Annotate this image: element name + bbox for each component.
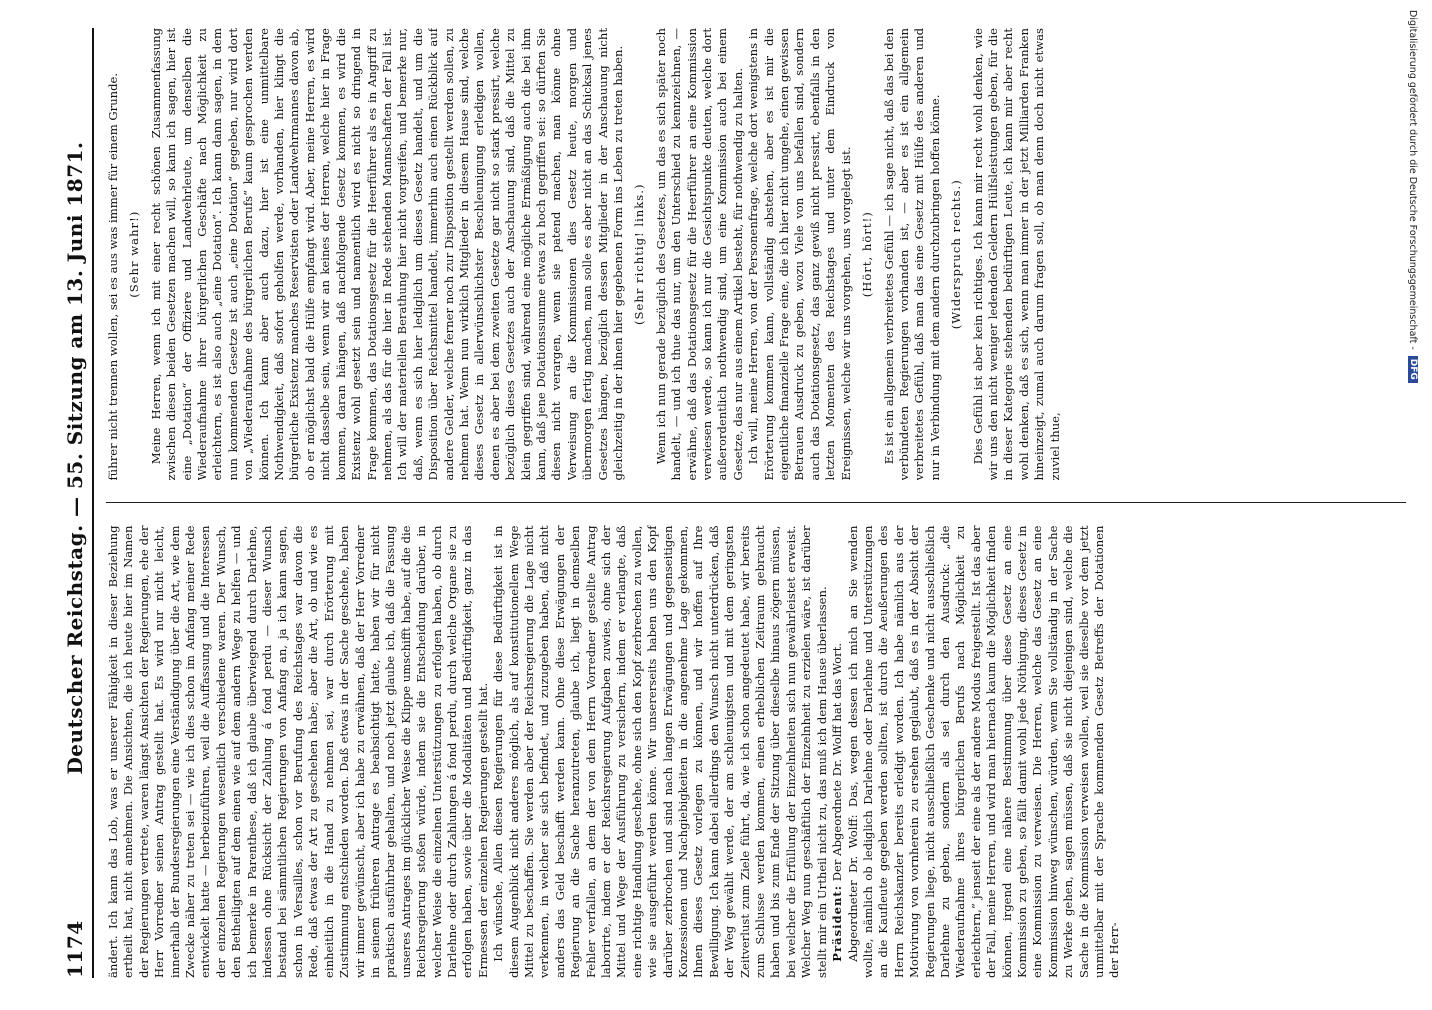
text-column-right xyxy=(106,28,1406,481)
paragraph: Es ist ein allgemein verbreitetes Gefühl — ich sage nicht, daß das bei den verbündeten Regierungen vorhanden ist, — aber es ist ein allgemein verbreitetes Gefühl, daß man das eine Gesetz mit Hülfe des anderen und nur in Verbindung mit dem andern durchzubringen hoffen könne. xyxy=(881,28,942,481)
paragraph: Abgeordneter Dr. Wolff: Das, wegen dessen ich mich an Sie wenden wollte, nämlich ob lediglich Darlehne oder Darlehne und Unterstützungen an die Kaufleute gegeben werden sollten, ist durch die Aeußerungen des Herrn Reichskanzler bereits erledigt worden. Ich habe nämlich aus der Motivirung von vornherein zu ersehen geglaubt, daß es in der Absicht der Regierungen liege, nicht ausschließlich Geschenke und nicht ausschließlich Darlehne zu geben, sondern als sei durch den Ausdruck: „die Wiederaufnahme ihres bürgerlichen Berufs nach Möglichkeit zu erleichtern,“ jenseit der eine als der andere Modus freigestellt. Ist das aber der Fall, meine Herren, und wird man hiernach kaum die Möglichkeit finden können, irgend eine nähere Bestimmung über diese Gesetz an eine Kommission zu geben, so fällt damit wohl jede Nöthigung, dieses Gesetz in eine Kommission zu verweisen. Die Herren, welche das Gesetz an eine Kommission hinweg wünschen, würden, wenn Sie vollständig in der Sache zu Werke gehen, sagen müssen, daß sie nicht diejenigen sind, welche die Sache in die Kommission verweisen wollen, weil sie dieselbe vor dem jetzt unmittelbar mit der Sprache kommenden Gesetz Betreffs der Dotationen der Herr- xyxy=(845,525,1122,978)
running-head xyxy=(58,28,94,978)
text-columns xyxy=(106,28,1406,978)
interjection: (Sehr richtig! links.) xyxy=(632,183,647,325)
digitization-note xyxy=(1406,10,1420,1010)
paragraph: Ich will, meine Herren, von der Personenfrage, welche dort wenigstens in Erörterung kommen kann, vollständig abstehen, aber es ist mir die eigentliche finanzielle Frage eine, die ich hier nicht umgehe, einen gewissen Betrauen Ausdruck zu geben, wozu Viele von uns befallen sind, sondern auch das Dotationsgesetz, das ganz gewiß nicht pressirt, ebenfalls in den letzten Momenten des Reichstages und unter dem Eindruck von Ereignissen, welche wir uns vorgehen, uns vorgelegt ist. xyxy=(746,28,853,481)
column-divider xyxy=(106,503,1406,504)
running-title: Deutscher Reichstag. — 55. Sitzung am 13. Juni 1871. xyxy=(63,141,87,775)
interjection: (Widerspruch rechts.) xyxy=(949,179,964,330)
paragraph: führer nicht trennen wollen, sei es aus was immer für einem Grunde. xyxy=(106,72,120,481)
speaker-label: Präsident: xyxy=(830,884,845,962)
interjection: (Sehr wahr!) xyxy=(127,210,142,298)
speaker-line xyxy=(830,526,845,979)
page-number: 1174 xyxy=(63,920,87,978)
paragraph: Meine Herren, wenn ich mit einer recht schönen Zusammenfassung zwischen diesen beiden Gesetzen machen will, so kann ich sagen, hier ist eine „Dotation“ der Offiziere und Landwehrleute, um denselben die Wiederaufnahme ihrer bürgerlichen Geschäfte nach Möglichkeit zu erleichtern, es ist also auch „eine Dotation“. Ich kann dann sagen, in dem nun kommenden Gesetze ist auch „eine Dotation“ gegeben, nur wird dort von „Wiederaufnahme des bürgerlichen Berufs“ kaum gesprochen werden können. Ich kann aber auch dazu, hier ist eine unmittelbare Nothwendigkeit, daß sofort geholfen werde, vorhanden, hier klingt die bürgerliche Existenz manches Reservisten oder Landwehrmannes davon ab, ob er möglichst bald die Hülfe empfangt wird. Aber, meine Herren, es wird nicht dasselbe sein, wenn wir an keines der Herren, welche hier in Frage kommen, daran hängen, daß nachfolgende Gesetz kommen, es wird die Existenz wohl gesetzt sein und namentlich wird es nicht so dringend in Frage kommen, das Dotationsgesetz für die Heerführer als es in Angriff zu nehmen, als das für die hier in Rede stehenden Mannschaften der Fall ist. Ich will der materiellen Berathung hier nicht vorgreifen, und bemerke nur, daß, wenn es sich hier lediglich um dieses Gesetz handelt, und um die Disposition über Reichsmittel handelt, immerhin auch einen Rückblick auf andere Gelder, welche ferner noch zur Disposition gestellt werden sollen, zu nehmen hat. Wenn nun wirklich Mitglieder in diesem Hause sind, welche dieses Gesetz in allerwünschlichster Beschleunigung erledigen wollen, denen es aber bei dem zweiten Gesetze gar nicht so stark pressirt, welche bezüglich dieses Gesetzes auch der Anschauung sind, daß die Mittel zu klein gegriffen sind, während eine mögliche Ermäßigung auch die bei ihm kann, daß jene Dotationssumme etwas zu hoch gegriffen sei: so dürften Sie diesen nicht verargen, wenn sie patend machen, man könne ohne Verweisung an die Kommissionen dies Gesetz heute, morgen und übermorgen fertig machen, man solle es aber nicht an das Schicksal jenes Gesetzes hängen, bezüglich dessen Mitglieder in der Anschauung nicht gleichzeitig in der ihnen hier gegebenen Form ins Leben zu treten haben. xyxy=(148,28,625,481)
paragraph: Wenn ich nun gerade bezüglich des Gesetzes, um das es sich später noch handelt, — und ich thue das nur, um den Unterschied zu kennzeichnen, — erwähne, daß das Dotationsgesetz für die Heerführer an eine Kommission verwiesen werde, so kann ich nur die Gesichtspunkte deuten, welche dort außerordentlich nothwendig sind, um eine Kommission auch bei einem Gesetze, das nur aus einem Artikel besteht, für nothwendig zu halten. xyxy=(653,28,745,481)
paragraph: ändert. Ich kann das Lob, was er unserer Fähigkeit in dieser Beziehung ertheilt hat, nicht annehmen. Die Ansichten, die ich heute hier im Namen der Regierungen vertrete, waren längst Ansichten der Regierungen, ehe der Herr Vorredner seinen Antrag gestellt hat. Es wird nur nicht leicht, innerhalb der Bundesregierungen eine Verständigung über die Art, wie dem Zwecke näher zu treten sei — wie ich dies schon im Anfang meiner Rede entwickelt hatte — herbeizuführen, weil die Auffassung und die Interessen der einzelnen Regierungen wesentlich verschiedene waren. Der Wunsch, den Betheiligten auf dem einen wie auf dem andern Wege zu helfen — und ich bemerke in Parenthese, daß ich glaube überwiegend durch Darlehne, indessen ohne Rücksicht der Zahlung á fond perdu — dieser Wunsch bestand bei sämmtlichen Regierungen von Anfang an, ja ich kann sagen, schon in Versailles, schon vor Berufung des Reichstages war davon die Rede, daß etwas der Art zu geschehen habe; aber die Art, ob und wie es einheitlich in die Hand zu nehmen sei, war durch Erörterung mit Zustimmung entschieden worden. Daß etwas in der Sache geschehe, haben wir immer gewünscht, aber ich habe zu erwähnen, daß der Herr Vorredner in seinem früheren Antrage es beabsichtigt hatte, haben wir für nicht praktisch ausführbar gehalten, und noch jetzt glaube ich, daß die Fassung unseres Antrages im glücklicher Weise die Klippe umschifft habe, auf die die Reichsregierung stoßen würde, indem sie die Entscheidung darüber, in welcher Weise die einzelnen Unterstützungen zu erfolgen haben, ob durch Darlehne oder durch Zahlungen á fond perdu, durch welche Organe sie zu erfolgen haben, sowie über die Modalitäten und Bedürftigkeit, ganz in das Ermessen der einzelnen Regierungen gestellt hat. xyxy=(106,525,490,978)
paragraph: Dies Gefühl ist aber kein richtiges. Ich kann mir recht wohl denken, wie wir uns den nicht weniger ledenden Geldern Hülfsleistungen geben, für die in dieser Kategorie stehenden bedürftigen Leute, ich kann mir aber recht wohl denken, daß es sich, wenn man immer in der jetzt Milliarden Franken hineinzeigt, zumal auch darum fragen soll, ob man denn doch nicht etwas zuviel thue, xyxy=(970,28,1062,481)
speaker-text: Der Abgeordnete Dr. Wolff hat das Wort. xyxy=(830,642,845,885)
dfg-logo: DFG xyxy=(1408,356,1418,383)
paragraph: Ich wünsche, Allen diesen Regierungen für diese Bedürftigkeit ist in diesem Augenblick nicht anderes möglich, als auf konstitutionellem Wege Mittel zu beschaffen. Sie werden aber der Reichsregierung die Lage nicht verkennen, in welcher sie sich befindet, und zuzugeben haben, daß nicht anders das Geld beschafft werden kann. Ohne diese Erwägungen der Regierung an die Sache heranzutreten, glaube ich, liegt in demselben Fehler verfallen, an dem der von dem Herrn Vorredner gestellte Antrag laborirte, indem er der Reichsregierung Aufgaben zuwies, ohne sich der Mittel und Wege der Ausführung zu versichern, indem er verlangte, daß eine richtige Handlung geschehe, ohne sich den Kopf zerbrechen zu wollen, wie sie ausgeführt werden könne. Wir unsererseits haben uns den Kopf darüber zerbrochen und sind nach langen Erwägungen und gegenseitigen Konzessionen und Nachgiebigkeiten in die angenehme Lage gekommen, Ihnen dieses Gesetz vorlegen zu können, und wir hoffen auf Ihre Bewilligung. Ich kann dabei allerdings den Wunsch nicht unterdrücken, daß der Weg gewählt werde, der am schleunigsten und mit dem geringsten Zeitverlust zum Ziele führt, da, wie ich schon angedeutet habe, wir bereits zum Schlusse werden kommen, einen erheblichen Zeitraum gebraucht haben und bis zum Ende der Sitzung über dieselbe hinaus zögern müssen, bei welcher die Erfüllung der Einzelnheiten sich nun gewährleistet erweist. Welcher Weg nun geschäftlich der Einzelnheit zu erzielen wäre, ist darüber stellt mir ein Urtheil nicht zu, das muß ich dem Hause überlassen. xyxy=(491,525,829,978)
scanned-page xyxy=(58,0,1420,988)
text-column-left xyxy=(106,526,1406,979)
digitization-text: Digitalisierung gefördert durch die Deutsche Forschungsgemeinschaft - xyxy=(1407,10,1419,350)
interjection: (Hört, hört!) xyxy=(860,211,875,298)
